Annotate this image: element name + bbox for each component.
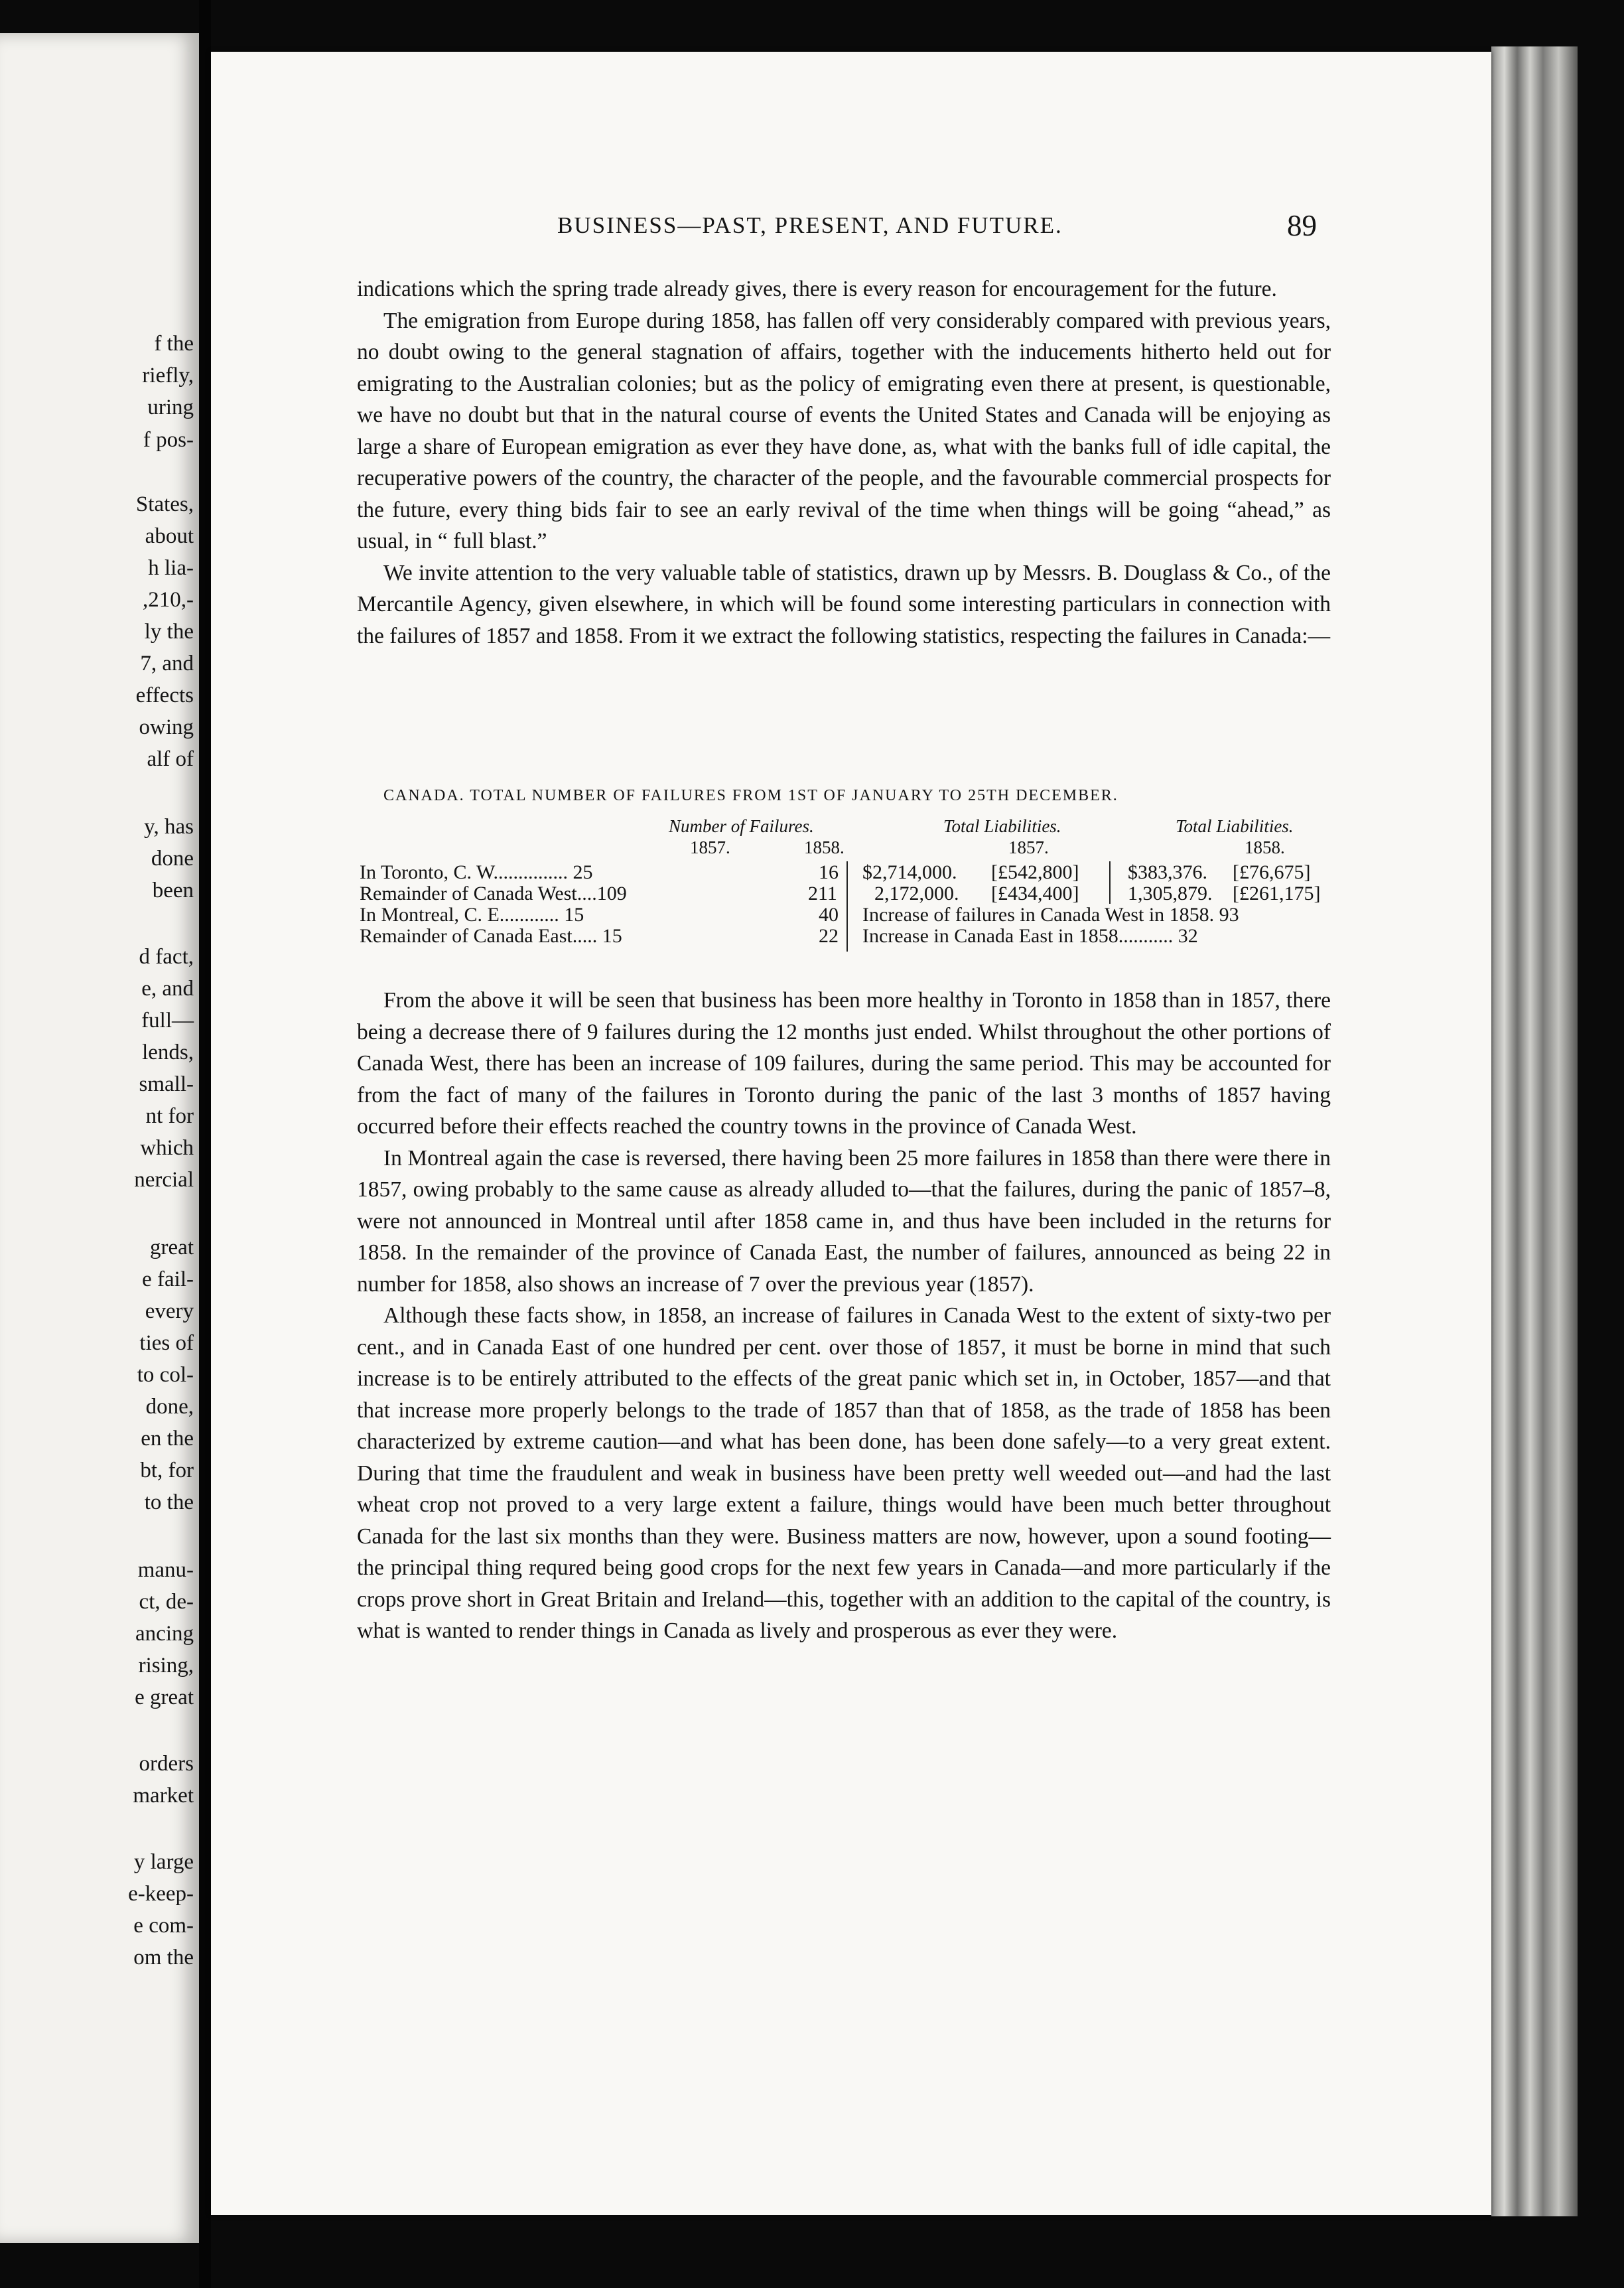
- left-page-fragment: e com-: [133, 1914, 194, 1938]
- increase-canada-west: Increase of failures in Canada West in 1858. 93: [862, 904, 1239, 926]
- left-page-fragment: f the: [154, 332, 194, 356]
- left-page-fragment: bt, for: [140, 1459, 194, 1482]
- left-page-fragment: e fail-: [142, 1267, 194, 1291]
- liability-1857-pounds: [£434,400]: [991, 883, 1079, 904]
- text-block-top: [357, 273, 1331, 652]
- left-page-fragment: om the: [133, 1946, 194, 1969]
- failures-1858: 211: [808, 883, 837, 904]
- row-label-montreal: In Montreal, C. E............ 15: [360, 904, 584, 926]
- running-head: BUSINESS—PAST, PRESENT, AND FUTURE.: [557, 212, 1063, 238]
- row-label-canada-east: Remainder of Canada East..... 15: [360, 925, 622, 947]
- left-page-fragment: e, and: [141, 977, 194, 1001]
- left-page-fragment: every: [145, 1299, 194, 1323]
- liability-1857-dollars: 2,172,000.: [874, 883, 959, 904]
- left-page-fragment: about: [145, 524, 194, 548]
- left-page-fragment: y, has: [144, 815, 194, 839]
- year-label: 1857.: [690, 837, 730, 857]
- left-page-fragment: en the: [141, 1427, 194, 1451]
- row-label-canada-west: Remainder of Canada West....109: [360, 883, 627, 904]
- left-page-fragment: been: [152, 879, 194, 902]
- left-page-fragment: orders: [139, 1752, 194, 1776]
- table-caption: CANADA. TOTAL NUMBER OF FAILURES FROM 1ST OF JANUARY TO 25TH DECEMBER.: [383, 787, 1118, 804]
- header-number-of-failures: Number of Failures.: [669, 816, 814, 836]
- left-page-fragment: market: [133, 1784, 194, 1808]
- left-page-fragment: e great: [135, 1685, 194, 1709]
- left-page-fragment: to the: [144, 1490, 194, 1514]
- left-page-fragment: ancing: [135, 1622, 194, 1646]
- year-label: 1858.: [1245, 837, 1285, 857]
- left-page-fragment: ct, de-: [139, 1590, 194, 1614]
- liability-1858-pounds: [£261,175]: [1233, 883, 1321, 904]
- liability-1857-dollars: $2,714,000.: [862, 861, 957, 883]
- left-page-fragment: h lia-: [148, 556, 194, 580]
- header-total-liabilities: Total Liabilities.: [1176, 816, 1294, 836]
- left-page-fragment: e-keep-: [128, 1882, 194, 1906]
- left-page-fragment: 7, and: [140, 652, 194, 676]
- year-label: 1858.: [804, 837, 845, 857]
- left-page-fragment: nt for: [145, 1104, 194, 1128]
- paragraph: In Montreal again the case is reversed, there having been 25 more failures in 1858 than there were there in 1857, owing probably to the same cause as already alluded to—that the failures, during the panic of 1857–8, were not announced in Montreal until after 1858 came in, and thus have been included in the returns for 1858. In the remainder of the province of Canada East, the number of failures, announced as being 22 in number for 1858, also shows an increase of 7 over the previous year (1857).: [357, 1145, 1331, 1297]
- paragraph: We invite attention to the very valuable table of statistics, drawn up by Messrs. B. Douglass & Co., of the Mercantile Agency, given elsewhere, in which will be found some interesting particulars in connection with the failures of 1857 and 1858. From it we extract the following statistics, respecting the failures in Canada:—: [357, 560, 1331, 648]
- left-page-fragment: done,: [145, 1395, 194, 1419]
- left-page-fragment: which: [140, 1136, 194, 1160]
- left-page-fragment: great: [150, 1236, 194, 1259]
- paragraph: The emigration from Europe during 1858, has fallen off very considerably compared with previous years, no doubt owing to the general stagnation of affairs, together with the inducements hitherto held out for emigrating to the Australian colonies; but as the policy of emigrating even there at present, is questionable, we have no doubt but that in the natural course of events the United States and Canada will be enjoying as large a share of European emigration as ever they have done, as, what with the banks full of idle capital, the recuperative powers of the country, the character of the people, and the favourable commercial prospects for the future, every thing bids fair to see an early revival of the time when things will be going “ahead,” as usual, in “ full blast.”: [357, 308, 1331, 553]
- left-page-fragment: y large: [133, 1850, 194, 1874]
- page-edges: [1491, 46, 1578, 2216]
- left-page-fragment: full—: [141, 1009, 194, 1033]
- left-page-fragment: owing: [139, 715, 194, 739]
- left-page-fragment: manu-: [137, 1558, 194, 1582]
- failures-1858: 40: [819, 904, 839, 926]
- failures-1858: 22: [819, 925, 839, 947]
- paragraph: From the above it will be seen that business has been more healthy in Toronto in 1858 than in 1857, there being a decrease there of 9 failures during the 12 months just ended. Whilst throughout the other portions of Canada West, there has been an increase of 109 failures, during the same period. This may be accounted for from the fact of many of the failures in Toronto during the panic of the last 3 months of 1857 having occurred before their effects reached the country towns in the province of Canada West.: [357, 988, 1331, 1139]
- left-page-fragment: d fact,: [139, 945, 194, 969]
- book-gutter: [199, 0, 211, 2288]
- left-page-fragment: small-: [139, 1072, 194, 1096]
- paragraph: Although these facts show, in 1858, an increase of failures in Canada West to the extent of sixty-two per cent., and in Canada East of one hundred per cent. over those of 1857, it must be borne in mind that such increase is to be entirely attributed to the effects of the great panic which set in, in October, 1857—and that that increase more properly belongs to the trade of 1857 than that of 1858, as the trade of 1858 has been characterized by extreme caution—and what has been done, has been done safely—to a very great extent. During that time the fraudulent and weak in business have been pretty well weeded out—and had the last wheat crop not proved to a very large extent a failure, things would have been much better throughout Canada for the last six months than they were. Business matters are now, however, upon a sound footing—the principal thing requred being good crops for the next few years in Canada—and more particularly if the crops prove short in Great Britain and Ireland—this, together with an addition to the capital of the country, is what is wanted to render things in Canada as lively and prosperous as ever they were.: [357, 1303, 1331, 1643]
- increase-canada-east: Increase in Canada East in 1858........... 32: [862, 925, 1198, 947]
- text-block-bottom: [357, 985, 1331, 1647]
- left-page-fragment: States,: [135, 492, 194, 516]
- liability-1858-pounds: [£76,675]: [1233, 861, 1311, 883]
- liability-1858-dollars: $383,376.: [1128, 861, 1207, 883]
- page-number: 89: [1287, 209, 1317, 242]
- left-page-fragment: ly the: [144, 620, 194, 644]
- left-page-fragment: ,210,-: [143, 588, 194, 612]
- table-rule: [846, 861, 848, 952]
- row-label-toronto: In Toronto, C. W............... 25: [360, 861, 593, 883]
- table-rule: [1109, 861, 1111, 904]
- left-page-fragment: done: [151, 847, 194, 871]
- left-page-fragment: f pos-: [143, 428, 194, 452]
- left-page-fragment: ties of: [139, 1331, 194, 1355]
- header-total-liabilities: Total Liabilities.: [943, 816, 1061, 836]
- left-page-fragment: nercial: [134, 1168, 194, 1192]
- paragraph: indications which the spring trade already gives, there is every reason for encouragement for the future.: [357, 277, 1277, 301]
- left-page-fragment: lends,: [142, 1040, 194, 1064]
- year-label: 1857.: [1008, 837, 1049, 857]
- failures-1858: 16: [819, 861, 839, 883]
- left-page-fragment: effects: [135, 683, 194, 707]
- left-page-fragment: uring: [147, 395, 194, 419]
- liability-1857-pounds: [£542,800]: [991, 861, 1079, 883]
- left-page-fragment: rising,: [138, 1654, 194, 1678]
- left-facing-page: [0, 33, 199, 2243]
- left-page-fragment: alf of: [147, 747, 194, 771]
- liability-1858-dollars: 1,305,879.: [1128, 883, 1213, 904]
- left-page-fragment: to col-: [137, 1363, 194, 1387]
- left-page-fragment: riefly,: [142, 364, 194, 388]
